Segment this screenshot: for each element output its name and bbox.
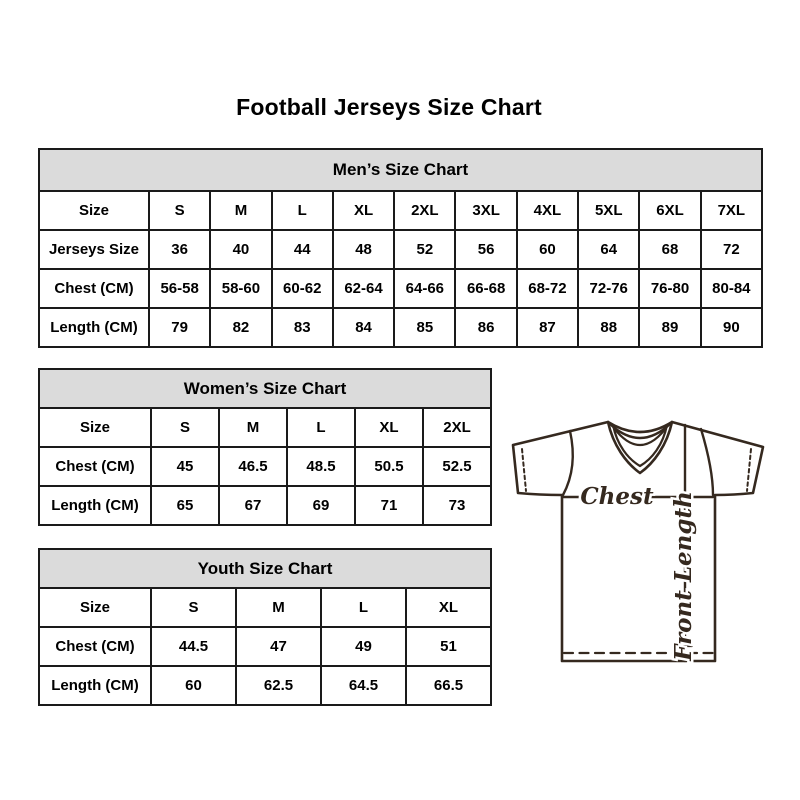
- cell-value: 46.5: [219, 447, 287, 486]
- row-header: Length (CM): [39, 308, 149, 347]
- row-header: Size: [39, 191, 149, 230]
- cell-value: 67: [219, 486, 287, 525]
- cell-value: M: [210, 191, 271, 230]
- cell-value: 69: [287, 486, 355, 525]
- row-header: Length (CM): [39, 666, 151, 705]
- womens-table: [38, 368, 492, 526]
- cell-value: 48: [333, 230, 394, 269]
- cell-value: 44: [272, 230, 333, 269]
- jersey-outline: [513, 422, 763, 661]
- mens-table-title: Men’s Size Chart: [39, 149, 762, 191]
- cell-value: 72: [701, 230, 762, 269]
- cell-value: 79: [149, 308, 210, 347]
- mens-table: [38, 148, 763, 348]
- cell-value: 52: [394, 230, 455, 269]
- cell-value: 76-80: [639, 269, 700, 308]
- cell-value: 62-64: [333, 269, 394, 308]
- row-header: Chest (CM): [39, 447, 151, 486]
- cell-value: 64.5: [321, 666, 406, 705]
- cell-value: 66-68: [455, 269, 516, 308]
- table-title-row: [39, 549, 491, 588]
- row-header: Size: [39, 588, 151, 627]
- cell-value: 7XL: [701, 191, 762, 230]
- cell-value: 84: [333, 308, 394, 347]
- cell-value: 68: [639, 230, 700, 269]
- cell-value: 82: [210, 308, 271, 347]
- table-title-row: [39, 369, 491, 408]
- cell-value: 60: [151, 666, 236, 705]
- cell-value: 6XL: [639, 191, 700, 230]
- cell-value: 48.5: [287, 447, 355, 486]
- table-row: [39, 191, 762, 230]
- chest-label: Chest: [580, 483, 654, 510]
- cell-value: 56-58: [149, 269, 210, 308]
- cell-value: 62.5: [236, 666, 321, 705]
- cell-value: 5XL: [578, 191, 639, 230]
- page-title: Football Jerseys Size Chart: [236, 94, 542, 120]
- cell-value: L: [287, 408, 355, 447]
- table-row: [39, 269, 762, 308]
- cell-value: M: [219, 408, 287, 447]
- cell-value: 66.5: [406, 666, 491, 705]
- cell-value: 64: [578, 230, 639, 269]
- cell-value: 52.5: [423, 447, 491, 486]
- cell-value: 56: [455, 230, 516, 269]
- jersey-diagram-svg: [500, 405, 775, 670]
- row-header: Jerseys Size: [39, 230, 149, 269]
- mens-size-chart-table: [38, 148, 763, 348]
- cell-value: L: [321, 588, 406, 627]
- table-row: [39, 447, 491, 486]
- cell-value: S: [149, 191, 210, 230]
- cell-value: 89: [639, 308, 700, 347]
- table-row: [39, 666, 491, 705]
- front-length-label: Front Length: [670, 491, 697, 661]
- cell-value: 64-66: [394, 269, 455, 308]
- cell-value: 3XL: [455, 191, 516, 230]
- cell-value: 68-72: [517, 269, 578, 308]
- cell-value: 51: [406, 627, 491, 666]
- table-row: [39, 408, 491, 447]
- cell-value: 40: [210, 230, 271, 269]
- cell-value: 4XL: [517, 191, 578, 230]
- youth-table-title: Youth Size Chart: [39, 549, 491, 588]
- cell-value: L: [272, 191, 333, 230]
- cell-value: 58-60: [210, 269, 271, 308]
- cell-value: 36: [149, 230, 210, 269]
- table-row: [39, 230, 762, 269]
- cell-value: XL: [355, 408, 423, 447]
- womens-table-title: Women’s Size Chart: [39, 369, 491, 408]
- table-row: [39, 627, 491, 666]
- cell-value: 71: [355, 486, 423, 525]
- cell-value: M: [236, 588, 321, 627]
- cell-value: XL: [406, 588, 491, 627]
- row-header: Length (CM): [39, 486, 151, 525]
- cell-value: 2XL: [394, 191, 455, 230]
- cell-value: 65: [151, 486, 219, 525]
- cell-value: 72-76: [578, 269, 639, 308]
- womens-size-chart-table: [38, 368, 492, 526]
- cell-value: 60: [517, 230, 578, 269]
- cell-value: 49: [321, 627, 406, 666]
- cell-value: 73: [423, 486, 491, 525]
- cell-value: 86: [455, 308, 516, 347]
- jersey-measurement-diagram: [500, 405, 775, 670]
- row-header: Size: [39, 408, 151, 447]
- cell-value: 80-84: [701, 269, 762, 308]
- table-row: [39, 486, 491, 525]
- cell-value: 47: [236, 627, 321, 666]
- table-row: [39, 588, 491, 627]
- cell-value: XL: [333, 191, 394, 230]
- youth-table: [38, 548, 492, 706]
- table-row: [39, 308, 762, 347]
- row-header: Chest (CM): [39, 627, 151, 666]
- cell-value: 83: [272, 308, 333, 347]
- cell-value: 90: [701, 308, 762, 347]
- cell-value: 45: [151, 447, 219, 486]
- youth-size-chart-table: [38, 548, 492, 706]
- table-title-row: [39, 149, 762, 191]
- row-header: Chest (CM): [39, 269, 149, 308]
- cell-value: 87: [517, 308, 578, 347]
- cell-value: 60-62: [272, 269, 333, 308]
- cell-value: S: [151, 408, 219, 447]
- cell-value: S: [151, 588, 236, 627]
- cell-value: 2XL: [423, 408, 491, 447]
- cell-value: 44.5: [151, 627, 236, 666]
- cell-value: 88: [578, 308, 639, 347]
- cell-value: 50.5: [355, 447, 423, 486]
- cell-value: 85: [394, 308, 455, 347]
